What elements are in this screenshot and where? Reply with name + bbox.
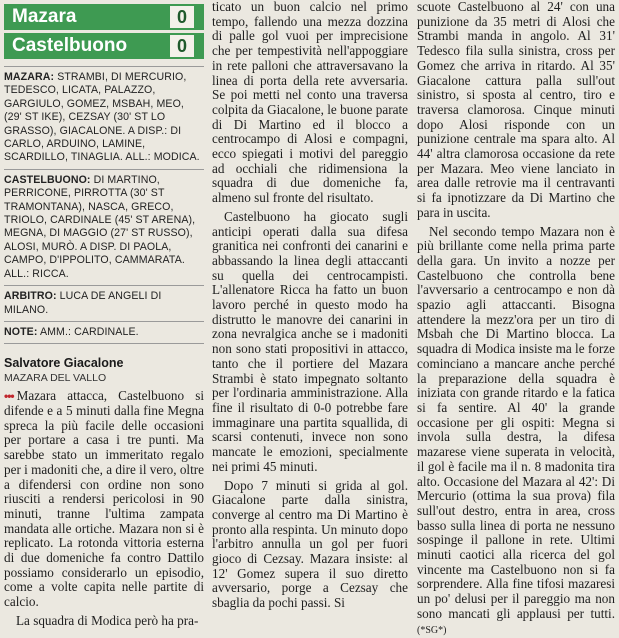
scoreboard-home-row — [4, 4, 204, 30]
column-1 — [4, 0, 204, 629]
referee-label: ARBITRO: — [4, 290, 57, 303]
column-2 — [212, 0, 408, 611]
lineup-mazara-text: STRAMBI, DI MERCURIO, TEDESCO, LICATA, PALAZZO, GARGIULO, GOMEZ, MSBAH, MEO, (29' ST IKE), CEZSAY (30' ST LO GRASSO), GIACALONE. A DISP.: DI CARLO, ARDUINO, LAMINE, SCARDILLO, TINAGLIA. ALL.: MODICA. — [4, 71, 200, 164]
paragraph-text: Nel secondo tempo Mazara non è più brillante come nella prima parte della gara. Un invito a nozze per Castelbuono che controlla bene l'avversario a centrocampo e non dà spazio agli attaccanti. Bisogna attendere la mezz'ora per un tiro di Msbah che Di Martino blocca. La squadra di Modica insiste ma le forze cominciano a mancare anche perché la preparazione della squadra è iniziata con grande ritardo e la fatica si fa sentire. Al 40' la grande occasione per gli ospiti: Megna si invola sulla destra, la difesa mazarese viene superata in velocità, il gol è facile ma il n. 8 madonita tira alto. Occasione del Mazara al 42': Di Mercurio (ottima la sua prova) fila sull'out destro, entra in area, cross basso sulla linea di porta ne nessuno sospinge il pallone in rete. Ultimi minuti caotici alla ricerca del gol vincente ma Castelbuono non si fa sorprendere. Alla fine tifosi mazaresi un po' delusi per il pareggio ma non sono mancati gli applausi per tutti. — [417, 223, 615, 621]
lineup-mazara-label: MAZARA: — [4, 71, 55, 83]
paragraph: La squadra di Modica però ha pra- — [16, 612, 199, 628]
paragraph-text: Mazara attacca, Castelbuono si difende e a 5 minuti dalla fine Megna spreca la più facile delle occasioni per portare a casa i tre punti. Ma sarebbe stato un immeritato regalo per i madoniti che, a dire il vero, oltre a difendersi con ordine non sono riusciti a rendersi pericolosi in 90 minuti, tranne l'ultima zampata mandata alle ortiche. Mazara non si è replicato. La rotonda vittoria esterna di due domeniche fa contro Dattilo possiamo considerarlo un episodio, come a volte capita nelle partite di calcio. — [4, 388, 204, 610]
scoreboard-away-row — [4, 33, 204, 59]
home-score: 0 — [170, 6, 194, 28]
column-3 — [417, 0, 615, 638]
paragraph: scuote Castelbuono al 24' con una punizione da 35 metri di Alosi che Strambi manda in angolo. Al 31' Tedesco fila sulla sinistra, cross per Gomez che arriva in ritardo. Al 35' Giacalone cattura palla sull'out sinistro, si sposta al centro, tiro e traversa clamorosa. Cinque minuti dopo Alosi risponde con un punizione centrale ma spara alto. Al 44' altra clamorosa occasione da rete per Mazara. Meo viene lanciato in area dalle retrovie ma il centravanti si fa ipnotizzare da Di Martino che para in uscita. — [417, 0, 615, 220]
paragraph — [417, 225, 615, 638]
away-team-name: Castelbuono — [12, 35, 128, 56]
lineup-castelbuono-label: CASTELBUONO: — [4, 173, 91, 186]
paragraph: ticato un buon calcio nel primo tempo, fallendo una mezza dozzina di palle gol vuoi per imprecisione che per tempestività nell'appoggiare in rete palloni che attraversavano la linea di porta della rete avversaria. Se poi metti nel conto una traversa colpita da Giacalone, le buone parate di Di Martino ed il blocco a centrocampo di Alosi e compagni, ecco spiegati i motivi del pareggio ad occhiali che ridimensiona la squadra di due domeniche fa, almeno sul fronte del risultato. — [212, 0, 408, 206]
notes-label: NOTE: — [4, 325, 38, 338]
paragraph — [4, 389, 204, 610]
article-body-col3 — [417, 0, 615, 638]
notes-text: AMM.: CARDINALE. — [39, 325, 139, 338]
referee-text: LUCA DE ANGELI DI MILANO. — [4, 290, 162, 316]
paragraph: Dopo 7 minuti si grida al gol. Giacalone parte dalla sinistra, converge al centro ma Di Martino è pronto alla respinta. Un minuto dopo l'arbitro annulla un gol per fuori gioco di Cezsay. Mazara insiste: al 12' Gomez supera il suo diretto avversario, porge a Cezsay che sbaglia da pochi passi. Si — [212, 477, 408, 611]
signature: (*SG*) — [417, 624, 447, 636]
lineup-castelbuono-text: DI MARTINO, PERRICONE, PIRROTTA (30' ST TRAMONTANA), NASCA, GRECO, TRIOLO, CARDINALE (45' ST ARENA), MEGNA, DI MAGGIO (27' ST RUSSO), ALOSI, MURÒ. A DISP. DI PAOLA, CAMPO, D'IPPOLITO, CAMMARATA. ALL.: RICCA. — [4, 173, 196, 280]
notes-line — [4, 322, 204, 344]
lineup-mazara — [4, 66, 204, 170]
author-name: Salvatore Giacalone — [4, 356, 124, 371]
home-team-name: Mazara — [12, 6, 77, 27]
lead-marker-icon: ••• — [4, 389, 14, 404]
article-body-col1 — [4, 389, 204, 628]
dateline-location: MAZARA DEL VALLO — [4, 372, 107, 385]
lineup-castelbuono — [4, 170, 204, 286]
article-body-col2 — [212, 0, 408, 611]
paragraph: Castelbuono ha giocato sugli anticipi operati dalla sua difesa granitica nei confronti dei canarini e abbassando la linea degli attaccanti su quella dei centrocampisti. L'allenatore Ricca ha fatto un buon lavoro perché in questo modo ha distrutto le manovre dei canarini in zona nevralgica anche se i madoniti non sono stati propositivi in attacco, tanto che il portiere del Mazara Strambi è stato impegnato soltanto per l'ordinaria amministrazione. Alla fine il risultato di 0-0 potrebbe fare immaginare una partita squallida, di scarsi contenuti, invece non sono mancate le emozioni, specialmente nei primi 45 minuti. — [212, 208, 408, 474]
away-score: 0 — [170, 35, 194, 57]
referee-line — [4, 286, 204, 322]
